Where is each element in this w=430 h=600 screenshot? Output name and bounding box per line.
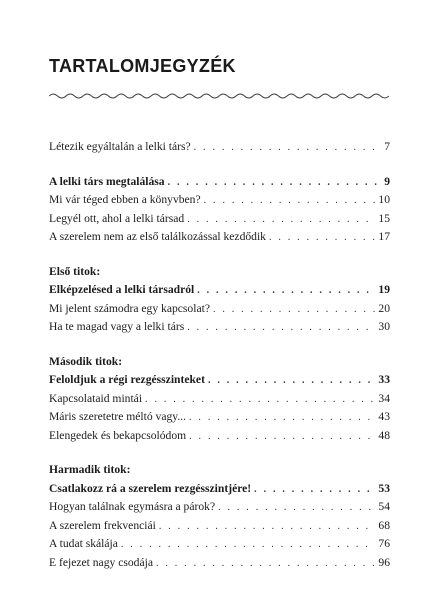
dot-leader xyxy=(213,301,375,320)
dot-leader xyxy=(187,319,375,338)
section-heading: Második titok: xyxy=(49,354,123,368)
toc-entry-page: 20 xyxy=(378,301,390,315)
dot-leader xyxy=(189,428,375,447)
dot-leader xyxy=(189,409,375,428)
toc-entry[interactable] xyxy=(49,554,390,573)
toc-entry-label: Létezik egyáltalán a lelki társ? xyxy=(49,140,191,153)
toc-entry-label: Csatlakozz rá a szerelem rezgésszintjére! xyxy=(49,481,252,495)
toc-entry-page: 34 xyxy=(378,391,390,405)
toc-entry-page: 17 xyxy=(378,230,390,243)
toc-entry[interactable] xyxy=(49,300,390,319)
toc-entry[interactable] xyxy=(49,517,390,536)
toc-entry-page: 10 xyxy=(378,193,390,206)
toc-entry[interactable] xyxy=(49,371,390,390)
toc-entry-label: Elengedek és bekapcsolódom xyxy=(49,428,187,442)
toc-entry-page: 96 xyxy=(378,555,390,569)
dot-leader xyxy=(254,481,375,500)
toc-entry-label: Feloldjuk a régi rezgésszinteket xyxy=(49,373,205,386)
dot-leader xyxy=(156,555,375,574)
toc-entry-page: 53 xyxy=(378,481,390,495)
toc-entry-page: 43 xyxy=(378,410,390,423)
toc-entry-page: 19 xyxy=(378,283,390,296)
section-heading: Első titok: xyxy=(49,264,101,278)
dot-leader xyxy=(121,536,376,555)
toc-entry-label: A szerelem frekvenciái xyxy=(49,518,156,532)
toc-entry[interactable] xyxy=(49,318,390,337)
wavy-divider xyxy=(49,92,389,100)
toc-entry-label: Mi vár téged ebben a könyvben? xyxy=(49,193,201,206)
toc-entry[interactable] xyxy=(49,535,390,554)
dot-leader xyxy=(204,192,376,211)
toc-entry-label: E fejezet nagy csodája xyxy=(49,555,153,569)
toc-entry-label: Mi jelent számodra egy kapcsolat? xyxy=(49,301,210,315)
dot-leader xyxy=(187,211,375,230)
dot-leader xyxy=(208,372,375,391)
toc-entry-label: Ha te magad vagy a lelki társ xyxy=(49,320,185,333)
toc-entry-page: 76 xyxy=(378,537,390,550)
toc-entry-label: Hogyan találnak egymásra a párok? xyxy=(49,500,216,513)
dot-leader xyxy=(269,229,375,248)
toc-entry-page: 15 xyxy=(378,211,390,225)
toc-entry[interactable] xyxy=(49,210,390,229)
toc-entry-label: Elképzelésed a lelki társadról xyxy=(49,283,195,296)
toc-entry-page: 9 xyxy=(384,174,390,188)
dot-leader xyxy=(145,391,375,410)
toc-entry[interactable] xyxy=(49,408,390,427)
toc-entry-label: A szerelem nem az első találkozással kezdődik xyxy=(49,230,266,243)
dot-leader xyxy=(159,518,376,537)
page-title: TARTALOMJEGYZÉK xyxy=(49,56,236,76)
toc-entry-page: 68 xyxy=(378,518,390,532)
table-of-contents xyxy=(49,138,390,572)
toc-entry[interactable] xyxy=(49,498,390,517)
toc-entry-page: 7 xyxy=(384,140,390,153)
dot-leader xyxy=(197,282,375,301)
dot-leader xyxy=(218,499,375,518)
toc-entry[interactable] xyxy=(49,480,390,499)
toc-entry[interactable] xyxy=(49,390,390,409)
toc-entry[interactable] xyxy=(49,173,390,192)
toc-entry-label: A lelki társ megtalálása xyxy=(49,174,165,188)
toc-entry[interactable] xyxy=(49,138,390,157)
toc-entry-label: Legyél ott, ahol a lelki társad xyxy=(49,211,185,225)
section-heading: Harmadik titok: xyxy=(49,463,131,476)
toc-entry[interactable] xyxy=(49,281,390,300)
toc-entry[interactable] xyxy=(49,427,390,446)
toc-entry[interactable] xyxy=(49,228,390,247)
toc-entry-label: Máris szeretetre méltó vagy... xyxy=(49,410,187,423)
toc-entry-label: Kapcsolataid mintái xyxy=(49,391,143,405)
toc-entry-page: 54 xyxy=(378,500,390,513)
dot-leader xyxy=(194,139,382,158)
dot-leader xyxy=(168,174,382,193)
toc-entry-page: 30 xyxy=(378,320,390,333)
toc-entry-page: 33 xyxy=(378,373,390,386)
toc-entry-page: 48 xyxy=(378,428,390,442)
toc-entry-label: A tudat skálája xyxy=(49,537,118,550)
toc-entry[interactable] xyxy=(49,191,390,210)
